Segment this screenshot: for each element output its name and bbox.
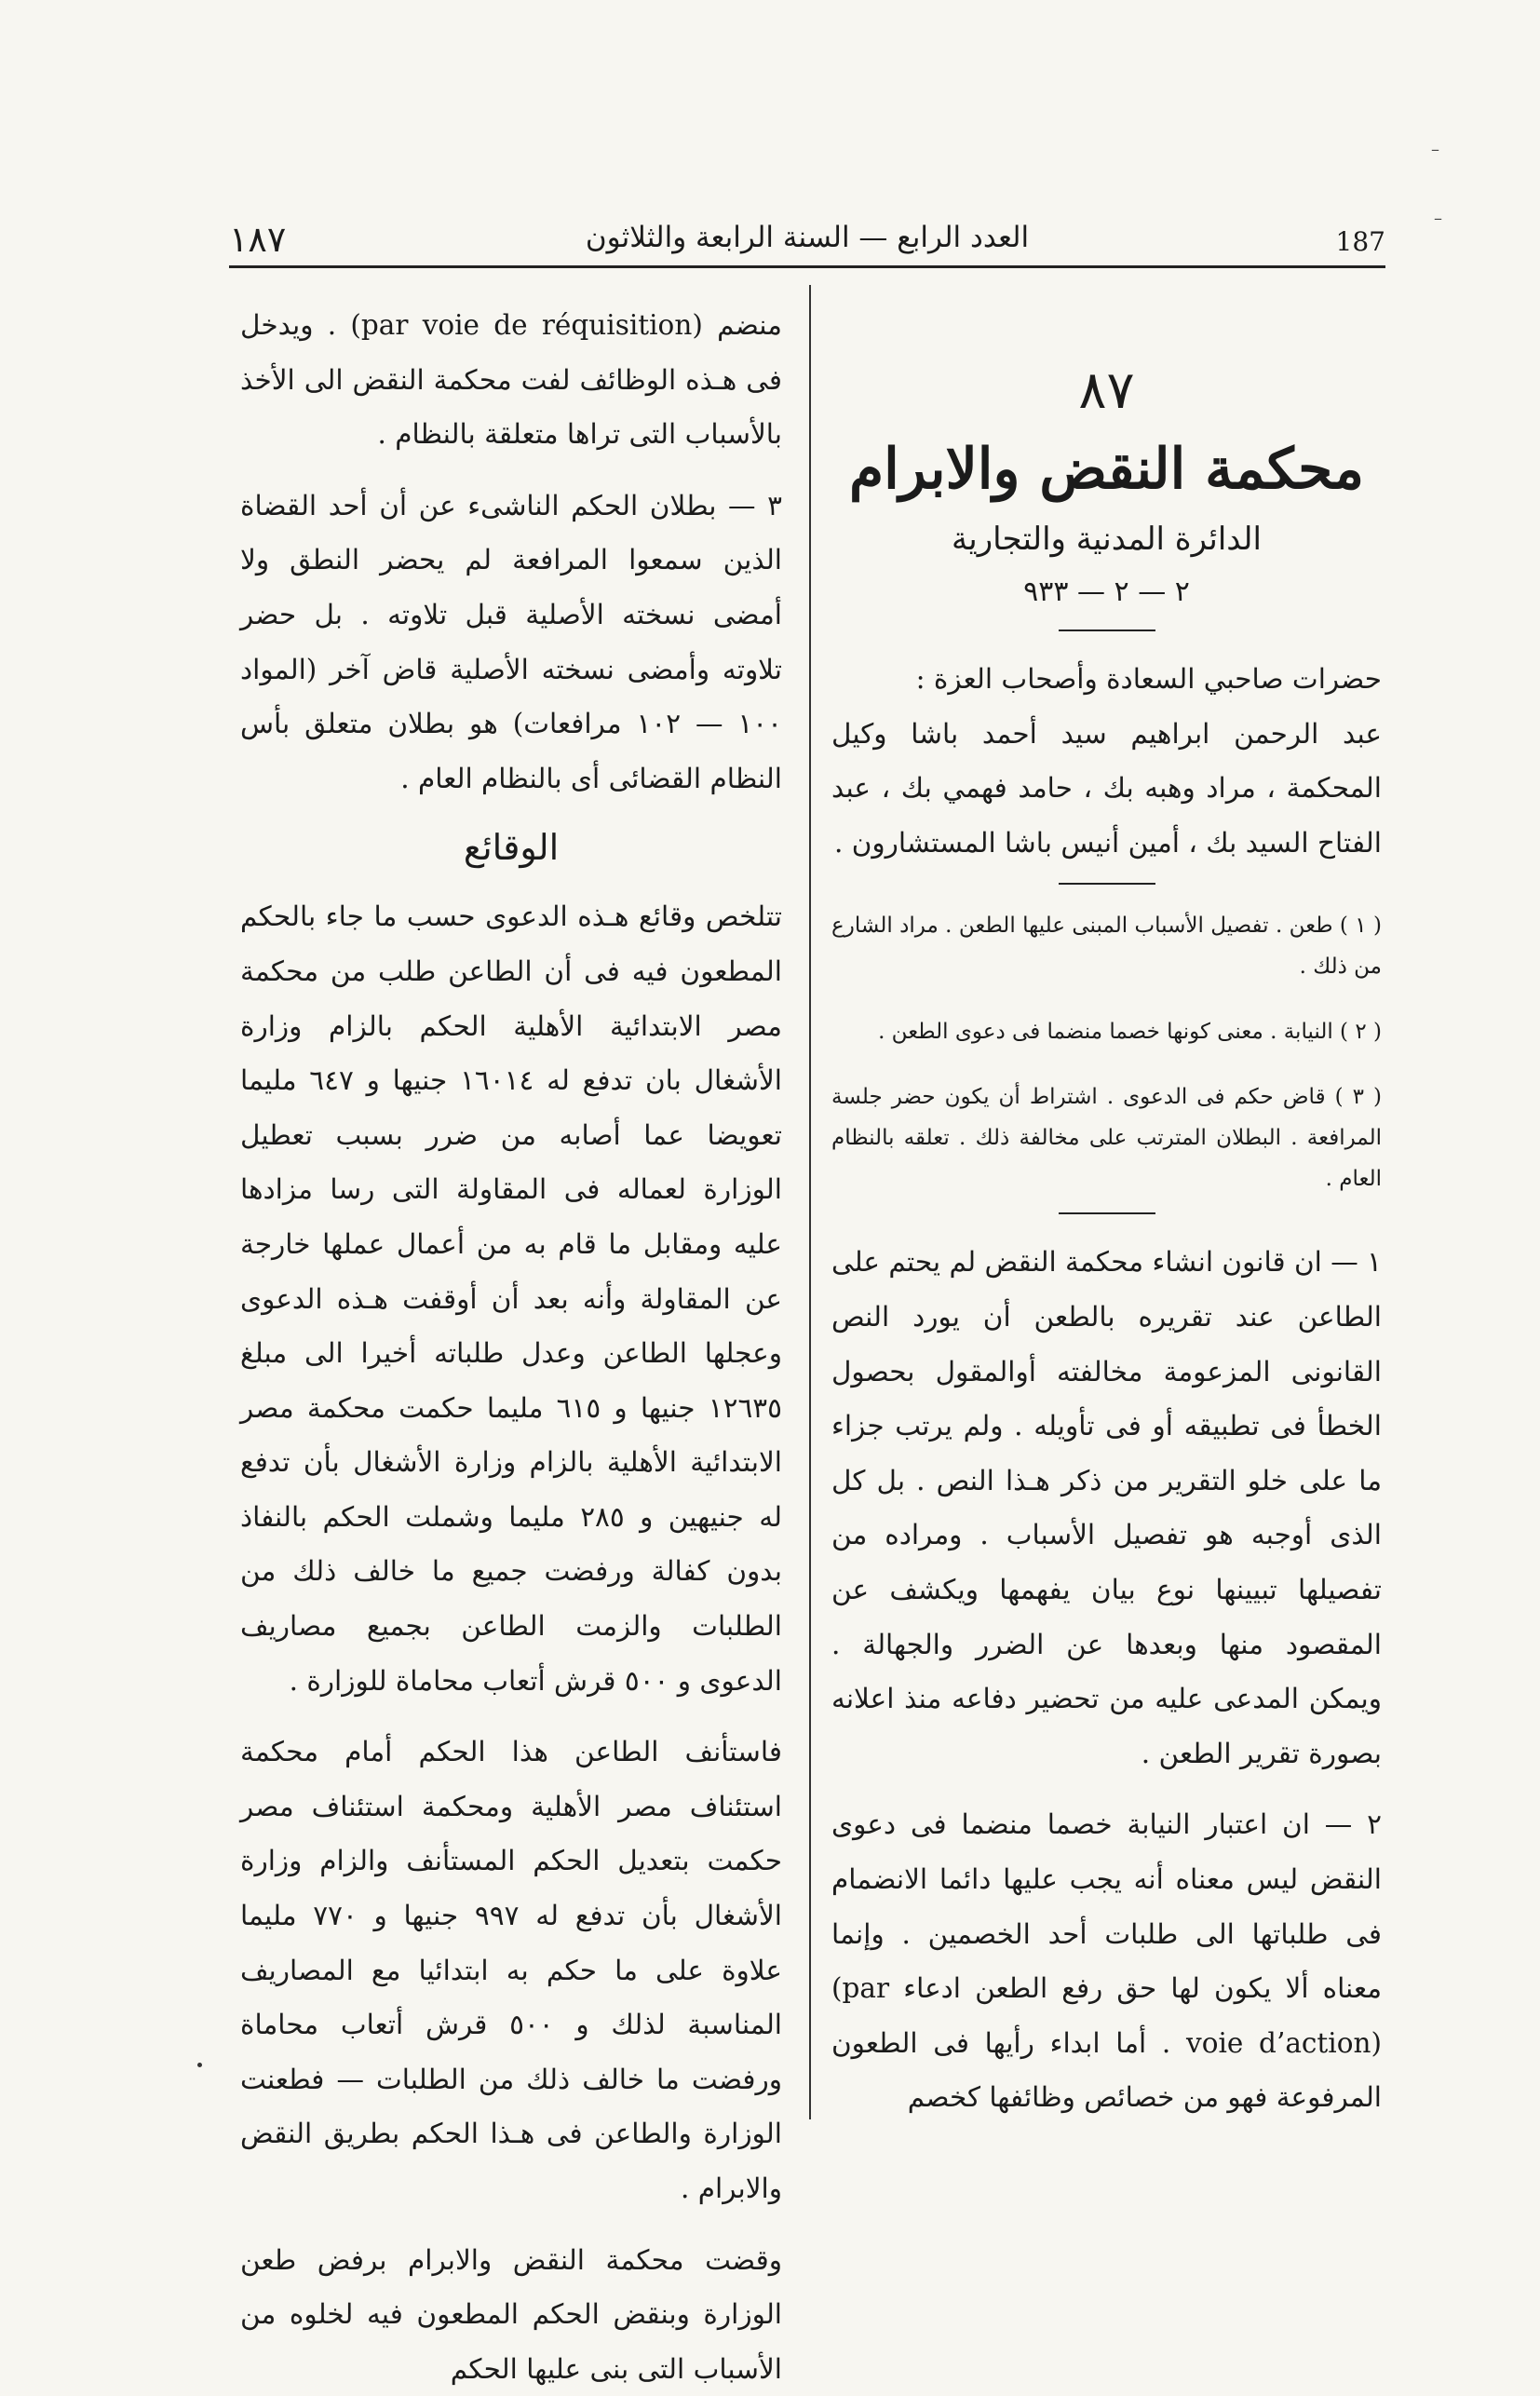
column-divider xyxy=(809,285,811,2119)
continued-text: منضم xyxy=(717,309,782,341)
bench-intro: حضرات صاحبي السعادة وأصحاب العزة : xyxy=(915,663,1382,695)
principle-2-text-end: . أما ابداء رأيها فى الطعون المرفوعة فهو من خصائص وظائفها كخصم xyxy=(831,2026,1382,2114)
scan-mark: – xyxy=(1434,209,1442,228)
case-number: ٨٧ xyxy=(1078,360,1135,421)
french-term: (par voie de réquisition) xyxy=(350,309,703,341)
facts-paragraph: فاستأنف الطاعن هذا الحكم أمام محكمة استئناف مصر الأهلية ومحكمة استئناف مصر حكمت بتعديل الحكم المستأنف والزام وزارة الأشغال بأن تدفع له ٩٩٧ جنيها و ٧٧٠ مليما علاوة على ما حكم به ابتدائيا مع المصاريف المناسبة لذلك و ٥٠٠ قرش أتعاب محاماة ورفضت ما خالف ذلك من الطلبات — فطعنت الوزارة والطاعن فى هـذا الحكم بطريق النقض والابرام . xyxy=(240,1736,782,2204)
bench-members: عبد الرحمن ابراهيم سيد أحمد باشا وكيل المحكمة ، مراد وهبه بك ، حامد فهمي بك ، عبد الفتاح السيد بك ، أمين أنيس باشا المستشارون . xyxy=(831,717,1382,859)
running-title: العدد الرابع — السنة الرابعة والثلاثون xyxy=(585,221,1030,254)
facts-paragraph: تتلخص وقائع هـذه الدعوى حسب ما جاء بالحكم المطعون فيه فى أن الطاعن طلب من محكمة مصر الابتدائية الأهلية الحكم بالزام وزارة الأشغال بان تدفع له ١٦٠١٤ جنيها و ٦٤٧ مليما تعويضا عما أصابه من ضرر بسبب تعطيل الوزارة لعماله فى المقاولة التى رسا مزادها عليه ومقابل ما قام به من أعمال عملها خارجة عن المقاولة وأنه بعد أن أوقفت هـذه الدعوى وعجلها الطاعن وعدل طلباته أخيرا الى مبلغ ١٢٦٣٥ جنيها و ٦١٥ مليما حكمت محكمة مصر الابتدائية الأهلية بالزام وزارة الأشغال بأن تدفع له جنيهين و ٢٨٥ مليما وشملت الحكم بالنفاذ بدون كفالة ورفضت جميع ما خالف ذلك من الطلبات والزمت الطاعن بجميع مصاريف الدعوى و ٥٠٠ قرش أتعاب محاماة للوزارة . xyxy=(240,900,782,1697)
left-column xyxy=(240,298,782,2396)
principle-1: ١ — ان قانون انشاء محكمة النقض لم يحتم على الطاعن عند تقريره بالطعن أن يورد النص القانونى المزعومة مخالفته أوالمقول بحصول الخطأ فى تطبيقه أو فى تأويله . ولم يرتب جزاء ما على خلو التقرير من ذكر هـذا النص . بل كل الذى أوجبه هو تفصيل الأسباب . ومراده من تفصيلها تبيينها نوع بيان يفهمها ويكشف عن المقصود منها وبعدها عن الضرر والجهالة . ويمكن المدعى عليه من تحضير دفاعه منذ اعلانه بصورة تقرير الطعن . xyxy=(831,1246,1382,1769)
principle-2-continued xyxy=(240,298,782,462)
footnote-1: ( ١ ) طعن . تفصيل الأسباب المبنى عليها الطعن . مراد الشارع من ذلك . xyxy=(831,914,1382,980)
scan-dot xyxy=(197,2063,202,2067)
chamber-name: الدائرة المدنية والتجارية xyxy=(952,521,1262,558)
rule xyxy=(1059,1212,1155,1214)
continued-text-end: . ويدخل فى هـذه الوظائف لفت محكمة النقض الى الأخذ بالأسباب التى تراها متعلقة بالنظام . xyxy=(240,309,782,451)
principle-2-text: ٢ — ان اعتبار النيابة خصما منضما فى دعوى النقض ليس معناه أنه يجب عليها دائما الانضمام فى طلباتها الى طلبات أحد الخصمين . وإنما معناه ألا يكون لها حق رفع الطعن ادعاء xyxy=(831,1808,1382,2005)
right-column xyxy=(831,354,1382,2125)
court-title: محكمة النقض والابرام xyxy=(848,437,1365,502)
page-header xyxy=(229,210,1385,268)
scan-mark: – xyxy=(1431,140,1439,159)
rule xyxy=(1059,883,1155,885)
page-number-arabic: ١٨٧ xyxy=(229,219,287,260)
principle-2 xyxy=(831,1797,1382,2125)
principle-3: ٣ — بطلان الحكم الناشىء عن أن أحد القضاة الذين سمعوا المرافعة لم يحضر النطق ولا أمضى نسخته الأصلية قبل تلاوته . بل حضر تلاوته وأمضى نسخته الأصلية قاض آخر (المواد ١٠٠ — ١٠٢ مرافعات) هو بطلان متعلق بأس النظام القضائى أى بالنظام العام . xyxy=(240,489,782,794)
footnote-2: ( ٢ ) النيابة . معنى كونها خصما منضما فى دعوى الطعن . xyxy=(878,1020,1382,1045)
facts-paragraph: وقضت محكمة النقض والابرام برفض طعن الوزارة وبنقض الحكم المطعون فيه لخلوه من الأسباب التى بنى عليها الحكم xyxy=(240,2243,782,2385)
rule xyxy=(1059,629,1155,631)
facts-title: الوقائع xyxy=(463,827,560,869)
french-term: (par voie d’action) xyxy=(831,1972,1382,2059)
judgment-date: ٢ — ٢ — ٩٣٣ xyxy=(1023,575,1190,608)
footnote-3: ( ٣ ) قاض حكم فى الدعوى . اشتراط أن يكون حضر جلسة المرافعة . البطلان المترتب على مخالفة ذلك . تعلقه بالنظام العام . xyxy=(831,1085,1382,1192)
page-number: 187 xyxy=(1335,226,1385,257)
